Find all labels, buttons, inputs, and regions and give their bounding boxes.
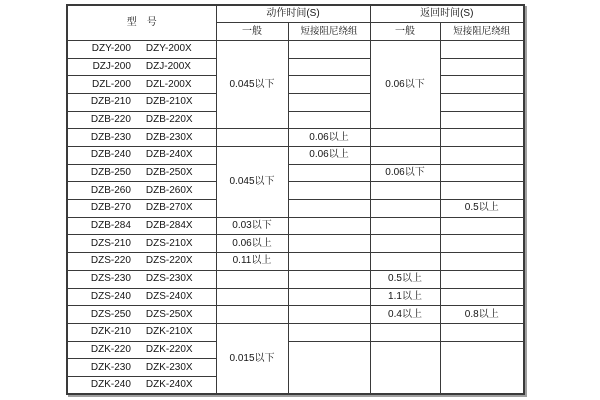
action-damping-cell: [288, 58, 370, 76]
model-name-x: DZK-240X: [145, 379, 193, 391]
action-damping-cell: 0.06以上: [288, 129, 370, 147]
action-general-cell: 0.06以上: [216, 235, 288, 253]
model-name-x: DZB-260X: [145, 184, 193, 196]
action-general-cell: [216, 270, 288, 288]
model-name-x: DZJ-200X: [145, 60, 191, 72]
return-damping-cell: 0.5以上: [440, 200, 524, 218]
header-return-damping: 短接阻尼绕组: [440, 23, 524, 41]
table-row: [67, 235, 524, 253]
model-name: DZS-250: [90, 308, 131, 320]
action-damping-cell: 0.06以上: [288, 147, 370, 165]
model-cell: [67, 359, 216, 377]
model-cell: [67, 376, 216, 394]
table-row: [67, 306, 524, 324]
model-cell: [67, 253, 216, 271]
model-cell: [67, 93, 216, 111]
action-damping-cell: [288, 323, 370, 341]
action-general-cell: 0.015以下: [216, 323, 288, 394]
header-row-1: [67, 5, 524, 23]
model-name-x: DZB-220X: [145, 113, 193, 125]
return-general-cell: 0.06以下: [370, 164, 440, 182]
return-general-cell: [370, 129, 440, 147]
table-row: [67, 323, 524, 341]
model-cell: [67, 217, 216, 235]
model-cell: [67, 323, 216, 341]
table-row: [67, 58, 524, 76]
action-damping-cell: [288, 253, 370, 271]
action-general-cell: [216, 129, 288, 147]
action-damping-cell: [288, 306, 370, 324]
header-action-general: 一般: [216, 23, 288, 41]
model-cell: [67, 182, 216, 200]
model-name: DZS-220: [90, 255, 131, 267]
return-general-cell: 0.4以上: [370, 306, 440, 324]
return-damping-cell: [440, 253, 524, 271]
action-damping-cell: [288, 111, 370, 129]
model-name: DZS-230: [90, 273, 131, 285]
action-general-cell: [216, 288, 288, 306]
model-cell: [67, 129, 216, 147]
action-damping-cell: [288, 164, 370, 182]
model-name: DZJ-200: [92, 60, 131, 72]
model-name-x: DZK-230X: [145, 361, 193, 373]
table-row: [67, 341, 524, 359]
model-cell: [67, 147, 216, 165]
model-name: DZK-220: [90, 343, 131, 355]
return-damping-cell: [440, 182, 524, 200]
model-cell: [67, 306, 216, 324]
return-damping-cell: [440, 93, 524, 111]
table-row: [67, 93, 524, 111]
model-name-x: DZS-250X: [145, 308, 193, 320]
model-name: DZB-284: [90, 220, 131, 232]
return-damping-cell: [440, 217, 524, 235]
return-general-cell: [370, 200, 440, 218]
model-name-x: DZB-240X: [145, 149, 193, 161]
model-name-x: DZY-200X: [145, 43, 192, 55]
action-damping-cell: [288, 200, 370, 218]
return-damping-cell: [440, 147, 524, 165]
header-return-general: 一般: [370, 23, 440, 41]
model-name: DZK-240: [90, 379, 131, 391]
action-damping-cell: [288, 235, 370, 253]
model-name-x: DZB-284X: [145, 220, 193, 232]
model-name: DZK-230: [90, 361, 131, 373]
model-name: DZS-240: [90, 290, 131, 302]
model-name: DZB-210: [90, 96, 131, 108]
model-name: DZB-230: [90, 131, 131, 143]
return-damping-cell: [440, 323, 524, 341]
model-name: DZY-200: [91, 43, 131, 55]
model-name: DZB-250: [90, 167, 131, 179]
model-name: DZL-200: [92, 78, 131, 90]
header-return-time: 返回时间(S): [370, 5, 524, 23]
return-general-cell: [370, 253, 440, 271]
return-damping-cell: [440, 111, 524, 129]
model-cell: [67, 341, 216, 359]
model-name: DZB-240: [90, 149, 131, 161]
return-general-cell: [370, 217, 440, 235]
table-row: [67, 253, 524, 271]
return-damping-cell: [440, 58, 524, 76]
table-row: [67, 270, 524, 288]
header-model: 型 号: [67, 5, 216, 40]
return-damping-cell: [440, 235, 524, 253]
return-damping-cell: [440, 341, 524, 394]
action-general-cell: 0.045以下: [216, 40, 288, 128]
action-damping-cell: [288, 182, 370, 200]
model-name-x: DZK-220X: [145, 343, 193, 355]
model-name: DZB-220: [90, 113, 131, 125]
action-damping-cell: [288, 288, 370, 306]
header-action-damping: 短接阻尼绕组: [288, 23, 370, 41]
return-general-cell: [370, 147, 440, 165]
model-name-x: DZS-220X: [145, 255, 193, 267]
action-damping-cell: [288, 93, 370, 111]
table-row: [67, 111, 524, 129]
return-damping-cell: [440, 164, 524, 182]
model-name: DZK-210: [90, 326, 131, 338]
return-damping-cell: [440, 76, 524, 94]
return-general-cell: [370, 323, 440, 341]
table-row: [67, 182, 524, 200]
table-row: [67, 40, 524, 58]
action-damping-cell: [288, 40, 370, 58]
table-row: [67, 164, 524, 182]
model-cell: [67, 164, 216, 182]
action-damping-cell: [288, 341, 370, 394]
action-general-cell: 0.03以下: [216, 217, 288, 235]
return-general-cell: 1.1以上: [370, 288, 440, 306]
model-name-x: DZK-210X: [145, 326, 193, 338]
model-cell: [67, 200, 216, 218]
return-general-cell: 0.5以上: [370, 270, 440, 288]
action-damping-cell: [288, 270, 370, 288]
model-cell: [67, 270, 216, 288]
model-cell: [67, 40, 216, 58]
model-name-x: DZB-270X: [145, 202, 193, 214]
return-damping-cell: [440, 270, 524, 288]
model-cell: [67, 288, 216, 306]
action-damping-cell: [288, 76, 370, 94]
action-general-cell: [216, 306, 288, 324]
spec-table: [66, 4, 525, 395]
return-damping-cell: [440, 288, 524, 306]
return-general-cell: [370, 182, 440, 200]
table-row: [67, 288, 524, 306]
action-general-cell: 0.11以上: [216, 253, 288, 271]
header-action-time: 动作时间(S): [216, 5, 370, 23]
model-name-x: DZS-210X: [145, 237, 193, 249]
model-cell: [67, 111, 216, 129]
model-name-x: DZB-230X: [145, 131, 193, 143]
model-name-x: DZL-200X: [145, 78, 192, 90]
model-name: DZB-260: [90, 184, 131, 196]
return-damping-cell: [440, 129, 524, 147]
model-name: DZS-210: [90, 237, 131, 249]
table-row: [67, 147, 524, 165]
return-damping-cell: 0.8以上: [440, 306, 524, 324]
return-general-cell: [370, 341, 440, 394]
table-row: [67, 200, 524, 218]
return-damping-cell: [440, 40, 524, 58]
action-general-cell: 0.045以下: [216, 147, 288, 218]
table-row: [67, 217, 524, 235]
table-row: [67, 76, 524, 94]
model-cell: [67, 235, 216, 253]
model-cell: [67, 76, 216, 94]
return-general-cell: [370, 235, 440, 253]
model-name-x: DZB-210X: [145, 96, 193, 108]
action-damping-cell: [288, 217, 370, 235]
model-name-x: DZS-230X: [145, 273, 193, 285]
table-row: [67, 129, 524, 147]
model-name: DZB-270: [90, 202, 131, 214]
return-general-cell: 0.06以下: [370, 40, 440, 128]
model-name-x: DZB-250X: [145, 167, 193, 179]
model-cell: [67, 58, 216, 76]
model-name-x: DZS-240X: [145, 290, 193, 302]
